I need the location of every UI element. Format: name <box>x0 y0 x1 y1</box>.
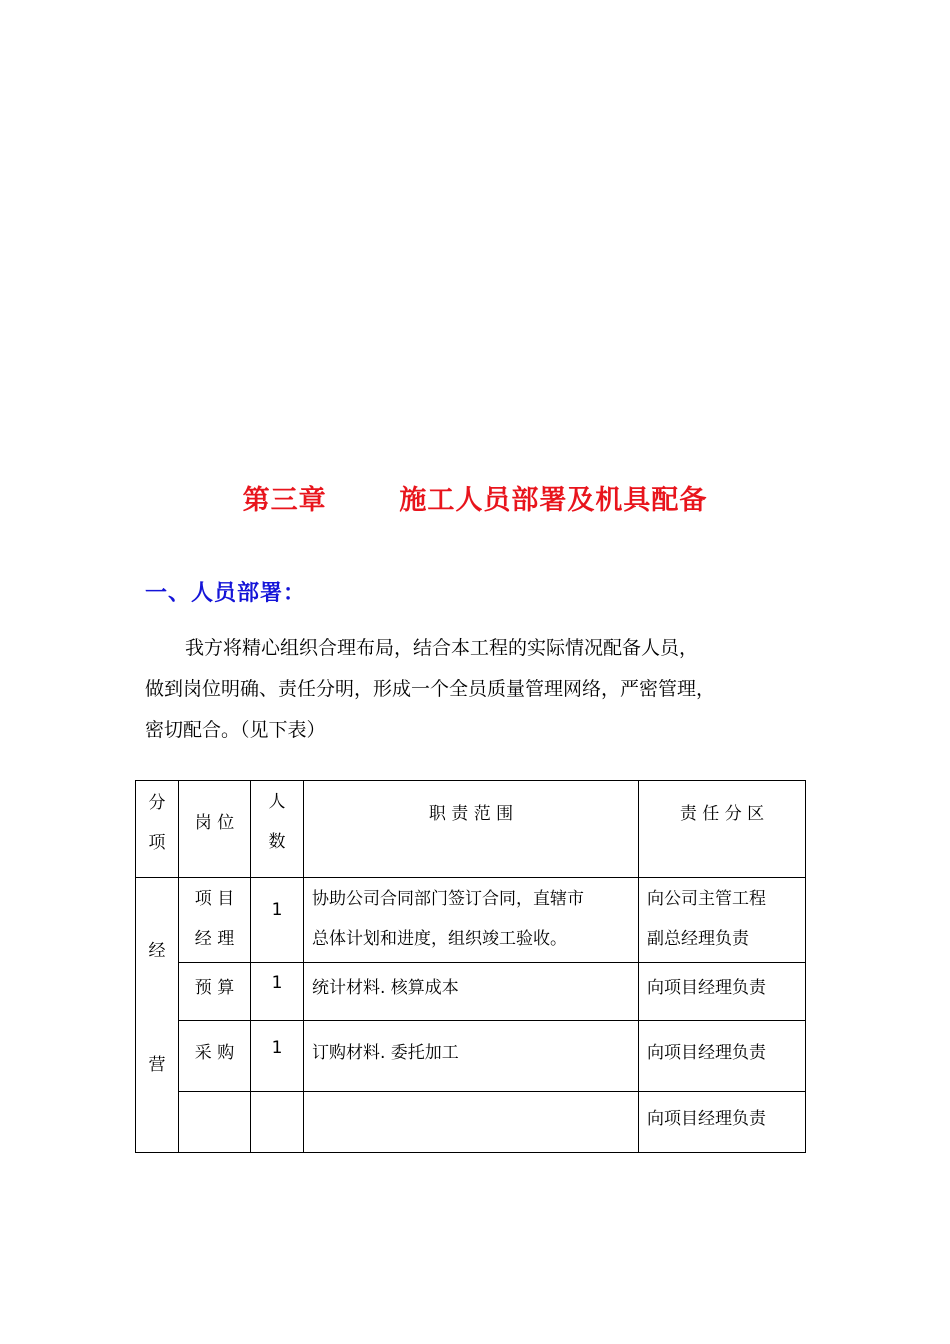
duties-cell <box>304 1021 639 1092</box>
header-position <box>179 781 251 878</box>
responsibility-cell <box>639 963 806 1021</box>
header-count-char: 数 <box>268 832 286 852</box>
count-cell <box>251 1092 304 1153</box>
header-category-char: 分 <box>148 793 166 813</box>
table-row <box>136 1092 806 1153</box>
duties-cell <box>304 1092 639 1153</box>
position-value: 采 购 <box>194 1043 235 1063</box>
table-row <box>136 1021 806 1092</box>
count-value: 1 <box>271 900 283 920</box>
position-cell <box>179 878 251 963</box>
responsibility-line: 副总经理负责 <box>647 929 749 949</box>
count-value: 1 <box>271 973 283 993</box>
header-category-char: 项 <box>148 833 166 853</box>
header-position-label: 岗 位 <box>194 813 235 833</box>
position-cell <box>179 1021 251 1092</box>
group-label-bottom: 营 <box>148 1055 166 1075</box>
responsibility-value: 向项目经理负责 <box>647 978 766 998</box>
count-cell <box>251 1021 304 1092</box>
table-row <box>136 963 806 1021</box>
duties-value <box>304 1092 638 1104</box>
duties-value: 统计材料. 核算成本 <box>312 978 459 998</box>
group-label-top: 经 <box>148 941 166 961</box>
header-duties-label: 职 责 范 围 <box>428 804 514 824</box>
duties-line: 总体计划和进度，组织竣工验收。 <box>312 929 567 949</box>
responsibility-cell <box>639 878 806 963</box>
position-cell <box>179 963 251 1021</box>
position-line: 项 目 <box>194 889 235 909</box>
duties-line: 协助公司合同部门签订合同，直辖市 <box>312 889 584 909</box>
staffing-table <box>135 780 806 1153</box>
intro-paragraph <box>145 628 825 751</box>
responsibility-line: 向公司主管工程 <box>647 889 766 909</box>
count-cell <box>251 963 304 1021</box>
header-duties <box>304 781 639 878</box>
duties-cell <box>304 878 639 963</box>
duties-value: 订购材料. 委托加工 <box>312 1043 459 1063</box>
header-category <box>136 781 179 878</box>
table-row <box>136 878 806 963</box>
intro-line: 做到岗位明确、责任分明，形成一个全员质量管理网络，严密管理， <box>145 678 716 700</box>
position-cell <box>179 1092 251 1153</box>
count-value <box>251 1092 303 1104</box>
position-value <box>179 1092 250 1104</box>
count-cell <box>251 878 304 963</box>
responsibility-value: 向项目经理负责 <box>647 1109 766 1129</box>
section-heading: 一、人员部署： <box>145 581 307 606</box>
responsibility-cell <box>639 1021 806 1092</box>
header-count <box>251 781 304 878</box>
table-header-row <box>136 781 806 878</box>
position-value: 预 算 <box>194 978 235 998</box>
responsibility-value: 向项目经理负责 <box>647 1043 766 1063</box>
position-line: 经 理 <box>194 929 235 949</box>
count-value: 1 <box>271 1038 283 1058</box>
responsibility-cell <box>639 1092 806 1153</box>
header-count-char: 人 <box>268 792 286 812</box>
duties-cell <box>304 963 639 1021</box>
header-responsibility <box>639 781 806 878</box>
chapter-title: 第三章 施工人员部署及机具配备 <box>242 485 708 516</box>
group-cell <box>136 878 179 1153</box>
header-responsibility-label: 责 任 分 区 <box>679 804 765 824</box>
intro-line: 密切配合。（见下表） <box>145 719 326 741</box>
intro-line: 我方将精心组织合理布局，结合本工程的实际情况配备人员， <box>185 637 699 659</box>
